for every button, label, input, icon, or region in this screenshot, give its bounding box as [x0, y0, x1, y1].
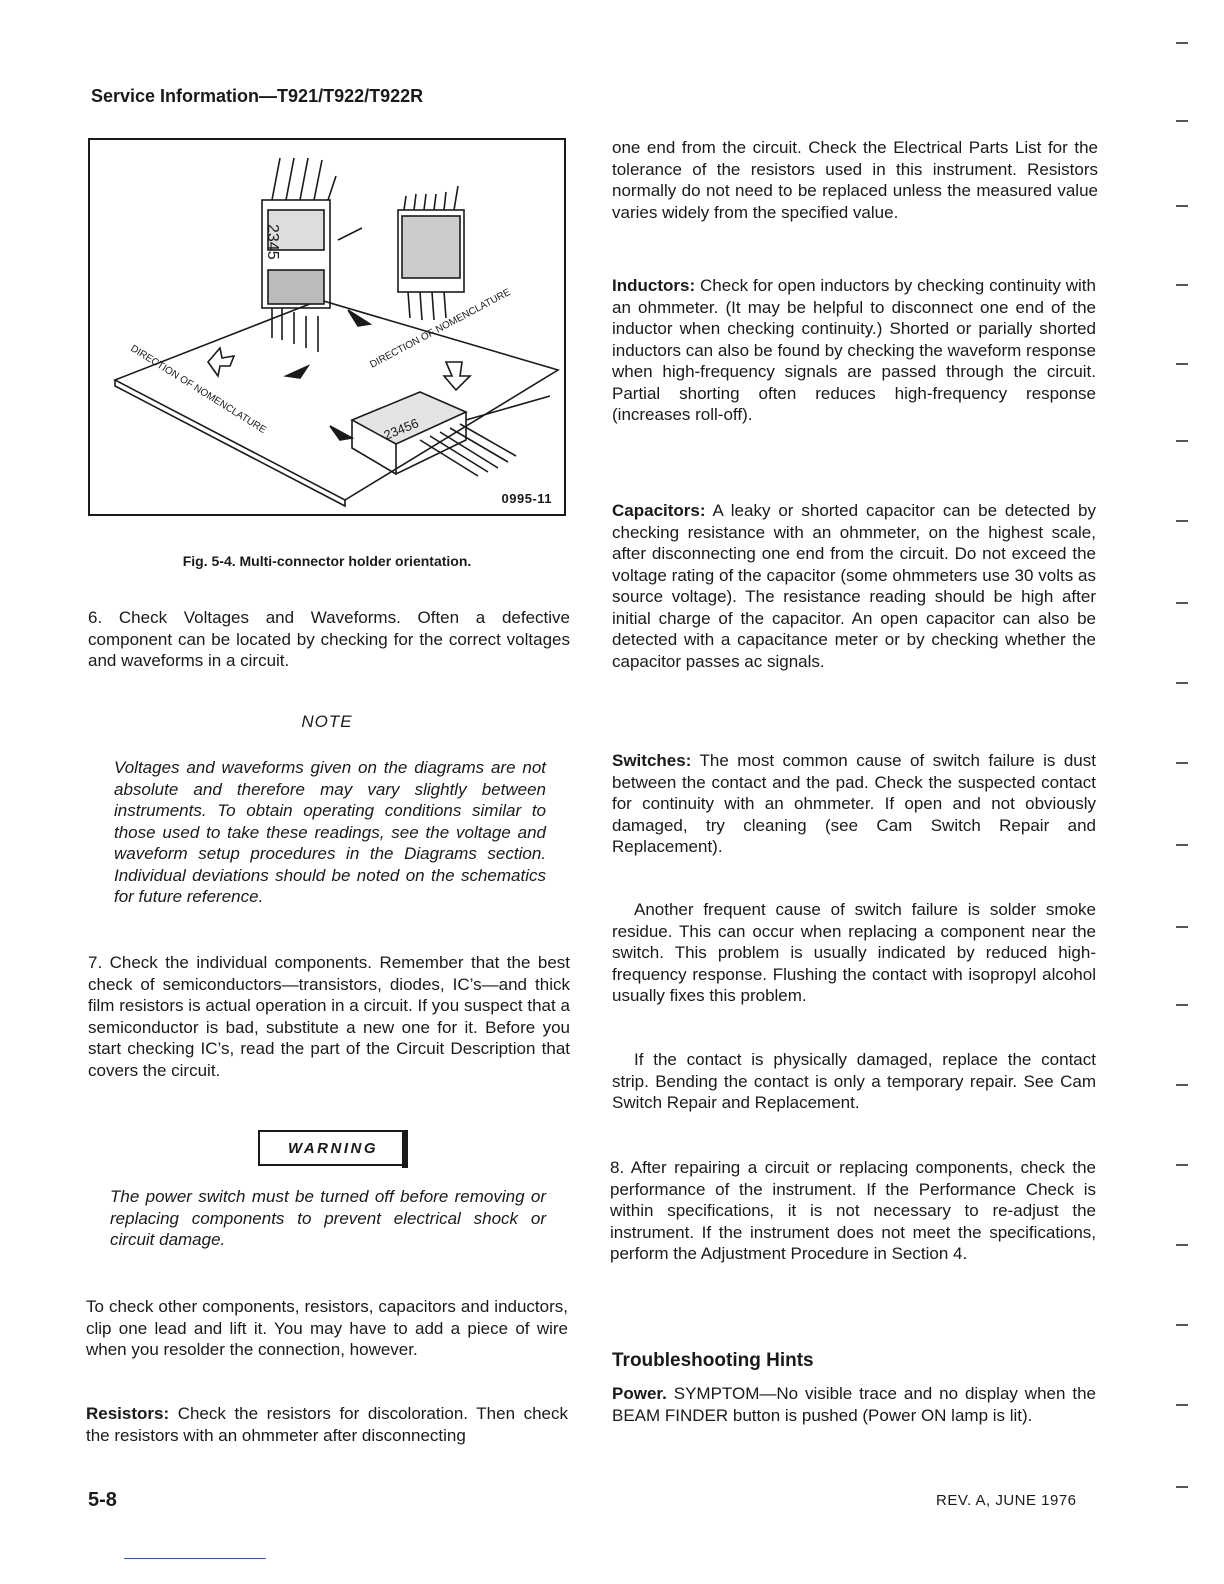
capacitors-body: A leaky or shorted capacitor can be detected by checking resistance with an ohmmeter, on the highest scale, after disconnecting one end from the circuit. Do not exceed the voltage rating of the capacitor (some ohmmeters use 30 volts as source voltage). The resistance reading should be high after initial charge of the capacitor. An open capacitor can also be detected with a capacitance meter or by checking whether the capacitor passes ac signals. — [612, 501, 1096, 671]
margin-mark — [1176, 1004, 1188, 1006]
capacitors-lead: Capacitors: — [612, 501, 706, 520]
resistors-body: Check the resistors for discoloration. Then check the resistors with an ohmmeter after disconnecting — [86, 1404, 568, 1445]
arrow-3 — [330, 426, 352, 440]
power-paragraph — [612, 1383, 1096, 1426]
warning-label-text: WARNING — [288, 1139, 378, 1157]
board-label-right: DIRECTION OF NOMENCLATURE — [368, 286, 513, 371]
switches-body: The most common cause of switch failure is dust between the contact and the pad. Check the suspected contact for continuity with an ohmmeter. If open and not obviously damaged, try cleaning (see Cam Switch Repair and Replacement). — [612, 751, 1096, 856]
margin-mark — [1176, 682, 1188, 684]
power-lead: Power. — [612, 1384, 667, 1403]
margin-mark — [1176, 926, 1188, 928]
step-7-paragraph: 7. Check the individual components. Remember that the best check of semiconductors—transistors, diodes, IC’s—and thick film resistors is actual operation in a circuit. If you suspect that a semiconductor is bad, substitute a new one for it. Before you start checking IC’s, read the part of the Circuit Description that covers the circuit. — [88, 953, 570, 1080]
board-label-left: DIRECTION OF NOMENCLATURE — [128, 343, 268, 437]
arrow-2 — [286, 366, 308, 378]
margin-mark — [1176, 42, 1188, 44]
margin-mark — [1176, 762, 1188, 764]
arrow-1 — [348, 310, 370, 326]
circuit-board-shape — [115, 300, 558, 500]
figure-caption: Fig. 5-4. Multi-connector holder orientation. — [182, 553, 472, 569]
margin-mark — [1176, 844, 1188, 846]
margin-mark — [1176, 363, 1188, 365]
margin-mark — [1176, 120, 1188, 122]
switch-solder-paragraph: Another frequent cause of switch failure is solder smoke residue. This can occur when replacing a component near the switch. This problem is usually indicated by reduced high-frequency response. Flushing the contact with isopropyl alcohol usually fixes this problem. — [612, 900, 1096, 1005]
margin-mark — [1176, 284, 1188, 286]
page-header: Service Information—T921/T922/T922R — [91, 86, 424, 106]
inductors-body: Check for open inductors by checking continuity with an ohmmeter. (It may be helpful to disconnect one end of the inductor when checking continuity.) Shorted or parially shorted inductors can also be found by checking the waveform response when high-frequency signals are passed through the circuit. Partial shorting often reduces high-frequency response (increases roll-off). — [612, 276, 1096, 424]
margin-mark — [1176, 1404, 1188, 1406]
margin-mark — [1176, 440, 1188, 442]
margin-mark — [1176, 602, 1188, 604]
figure-id: 0995-11 — [501, 491, 552, 506]
warning-label — [258, 1130, 408, 1166]
pin-numbers-bottom: 23456 — [381, 415, 421, 443]
margin-mark — [1176, 1244, 1188, 1246]
margin-mark — [1176, 1486, 1188, 1488]
page-number: 5-8 — [88, 1489, 117, 1511]
margin-mark — [1176, 520, 1188, 522]
switches-paragraph — [612, 750, 1096, 858]
step-8-paragraph: 8. After repairing a circuit or replacing components, check the performance of the instrument. If the Performance Check is within specifications, it is not necessary to re-adjust the instrument. If the instrument does not meet the specifications, perform the Adjustment Procedure in Section 4. — [610, 1158, 1096, 1263]
revision-date: REV. A, JUNE 1976 — [936, 1492, 1077, 1509]
note-body: Voltages and waveforms given on the diagrams are not absolute and therefore may vary slightly between instruments. To obtain operating conditions similar to those used to take these readings, see the voltage and waveform setup procedures in the Diagrams section. Individual deviations should be noted on the schematics for future reference. — [114, 758, 546, 906]
resistors-paragraph — [86, 1403, 568, 1446]
switch-damaged-paragraph: If the contact is physically damaged, replace the contact strip. Bending the contact is only a temporary repair. See Cam Switch Repair and Replacement. — [612, 1050, 1096, 1112]
margin-mark — [1176, 1324, 1188, 1326]
orientation-arrow-right — [444, 362, 470, 390]
power-body: SYMPTOM—No visible trace and no display when the BEAM FINDER button is pushed (Power ON lamp is lit). — [612, 1384, 1096, 1425]
pin-numbers-left: 2345 — [264, 224, 281, 260]
switches-lead: Switches: — [612, 751, 692, 770]
inductors-paragraph — [612, 275, 1096, 426]
resistors-continued: one end from the circuit. Check the Electrical Parts List for the tolerance of the resistors used in this instrument. Resistors normally do not need to be replaced unless the measured value varies widely from the specified value. — [612, 138, 1098, 222]
margin-mark — [1176, 205, 1188, 207]
capacitors-paragraph — [612, 500, 1096, 672]
other-components-paragraph: To check other components, resistors, capacitors and inductors, clip one lead and lift it. You may have to add a piece of wire when you resolder the connection, however. — [86, 1297, 568, 1359]
orientation-arrow-left — [208, 348, 234, 376]
note-title: NOTE — [301, 712, 353, 731]
resistors-lead: Resistors: — [86, 1404, 170, 1423]
margin-mark — [1176, 1084, 1188, 1086]
scan-line-artifact — [124, 1558, 266, 1559]
step-6-paragraph: 6. Check Voltages and Waveforms. Often a defective component can be located by checking for the correct voltages and waveforms in a circuit. — [88, 608, 570, 670]
warning-body: The power switch must be turned off before removing or replacing components to prevent electrical shock or circuit damage. — [110, 1187, 546, 1249]
inductors-lead: Inductors: — [612, 276, 696, 295]
margin-mark — [1176, 1164, 1188, 1166]
figure-multi-connector — [88, 138, 566, 516]
connector-illustration — [90, 140, 568, 518]
troubleshooting-title: Troubleshooting Hints — [612, 1350, 814, 1371]
